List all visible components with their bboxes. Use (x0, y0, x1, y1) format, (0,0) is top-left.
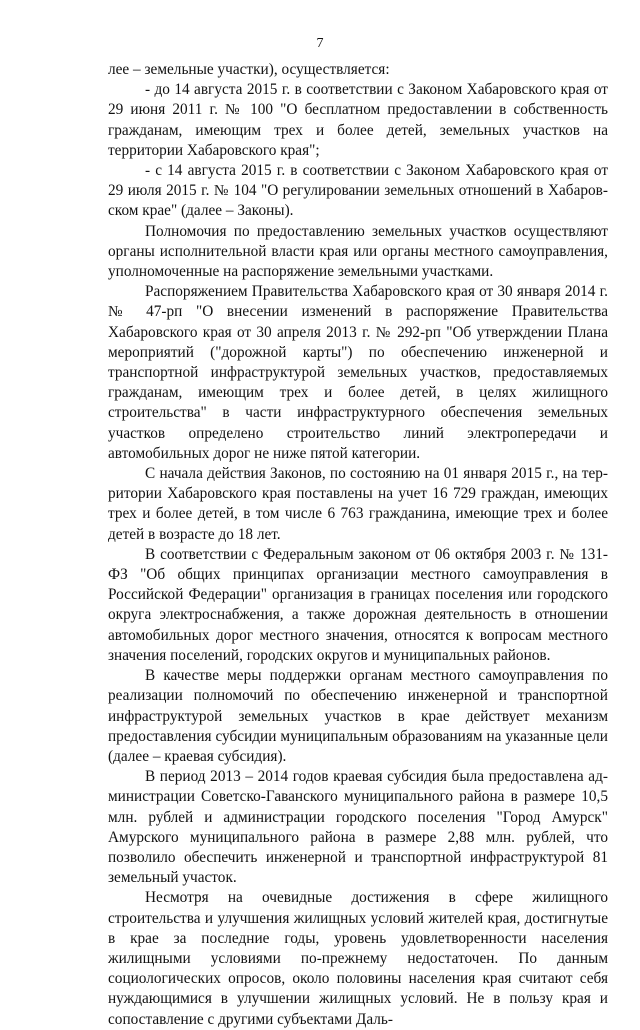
paragraph-order-47rp: Распоряжением Правительства Хабаровского края от 30 января 2014 г. № 47-рп "О внесении изменений в распоряжение Правительства Хабаровского края от 30 апреля 2013 г. № 292-рп "Об утверждении Плана мероприятий ("дорожной карты") по обеспечению инженерной и транспортной инфраструктурой земельных участков, предоставляемых гражданам, имеющим трех и более детей, в целях жилищного строительства" в части инфраструктурного обеспечения земельных участков определено строительство линий электропередачи и автомобильных дорог не ниже пятой категории. (108, 283, 608, 462)
paragraph-law-104: - с 14 августа 2015 г. в соответствии с Законом Хабаровского края от 29 июля 2015 г. № 104 "О регулировании земельных отношений в Хабаровском крае" (далее – Законы). (108, 162, 608, 220)
page-number: 7 (316, 36, 324, 51)
paragraph-continuation: лее – земельные участки), осуществляется: (108, 61, 390, 78)
paragraph-federal-law-131: В соответствии с Федеральным законом от 06 октября 2003 г. № 131-ФЗ "Об общих принципах организации местного самоуправления в Российской Федерации" организация в границах поселения или городского округа электроснабжения, а также дорожная деятельность в отношении автомобильных дорог местного значения, относятся к вопросам местного значения поселений, городских округов и муниципальных районов. (108, 545, 608, 664)
paragraph-subsidy-2013-2014: В период 2013 – 2014 годов краевая субсидия была предоставлена администрации Советско-Гаванского муниципального района в размере 10,5 млн. рублей и администрации городского поселения "Город Амурск" Амурского муниципального района в размере 2,88 млн. рублей, что позволило обеспечить инженерной и транспортной инфраструктурой 81 земельный участок. (108, 768, 608, 887)
paragraph-housing-satisfaction: Несмотря на очевидные достижения в сфере жилищного строительства и улучшения жилищных условий жителей края, достигнутые в крае за последние годы, уровень удовлетворенности населения жилищными условиями по-прежнему недостаточен. По данным социологических опросов, около половины населения края считают себя нуждающимися в улучшении жилищных условий. Не в пользу края и сопоставление с другими субъектами Даль- (108, 889, 608, 1028)
document-body (108, 60, 608, 1030)
paragraph-authority: Полномочия по предоставлению земельных участков осуществляют органы исполнительной власти края или органы местного самоуправления, уполномоченные на распоряжение земельными участками. (108, 222, 608, 281)
paragraph-subsidy-mechanism: В качестве меры поддержки органам местного самоуправления по реализации полномочий по обеспечению инженерной и транспортной инфраструктурой земельных участков в крае действует механизм предоставления субсидии муниципальным образованиям на указанные цели (далее – краевая субсидия). (108, 667, 608, 765)
paragraph-registered-citizens: С начала действия Законов, по состоянию на 01 января 2015 г., на территории Хабаровского края поставлены на учет 16 729 граждан, имеющих трех и более детей, в том числе 6 763 гражданина, имеющие трех и более детей в возрасте до 18 лет. (108, 465, 608, 543)
paragraph-law-100: - до 14 августа 2015 г. в соответствии с Законом Хабаровского края от 29 июня 2011 г. № 100 "О бесплатном предоставлении в собственность гражданам, имеющим трех и более детей, земельных участков на территории Хабаровского края"; (108, 81, 608, 159)
